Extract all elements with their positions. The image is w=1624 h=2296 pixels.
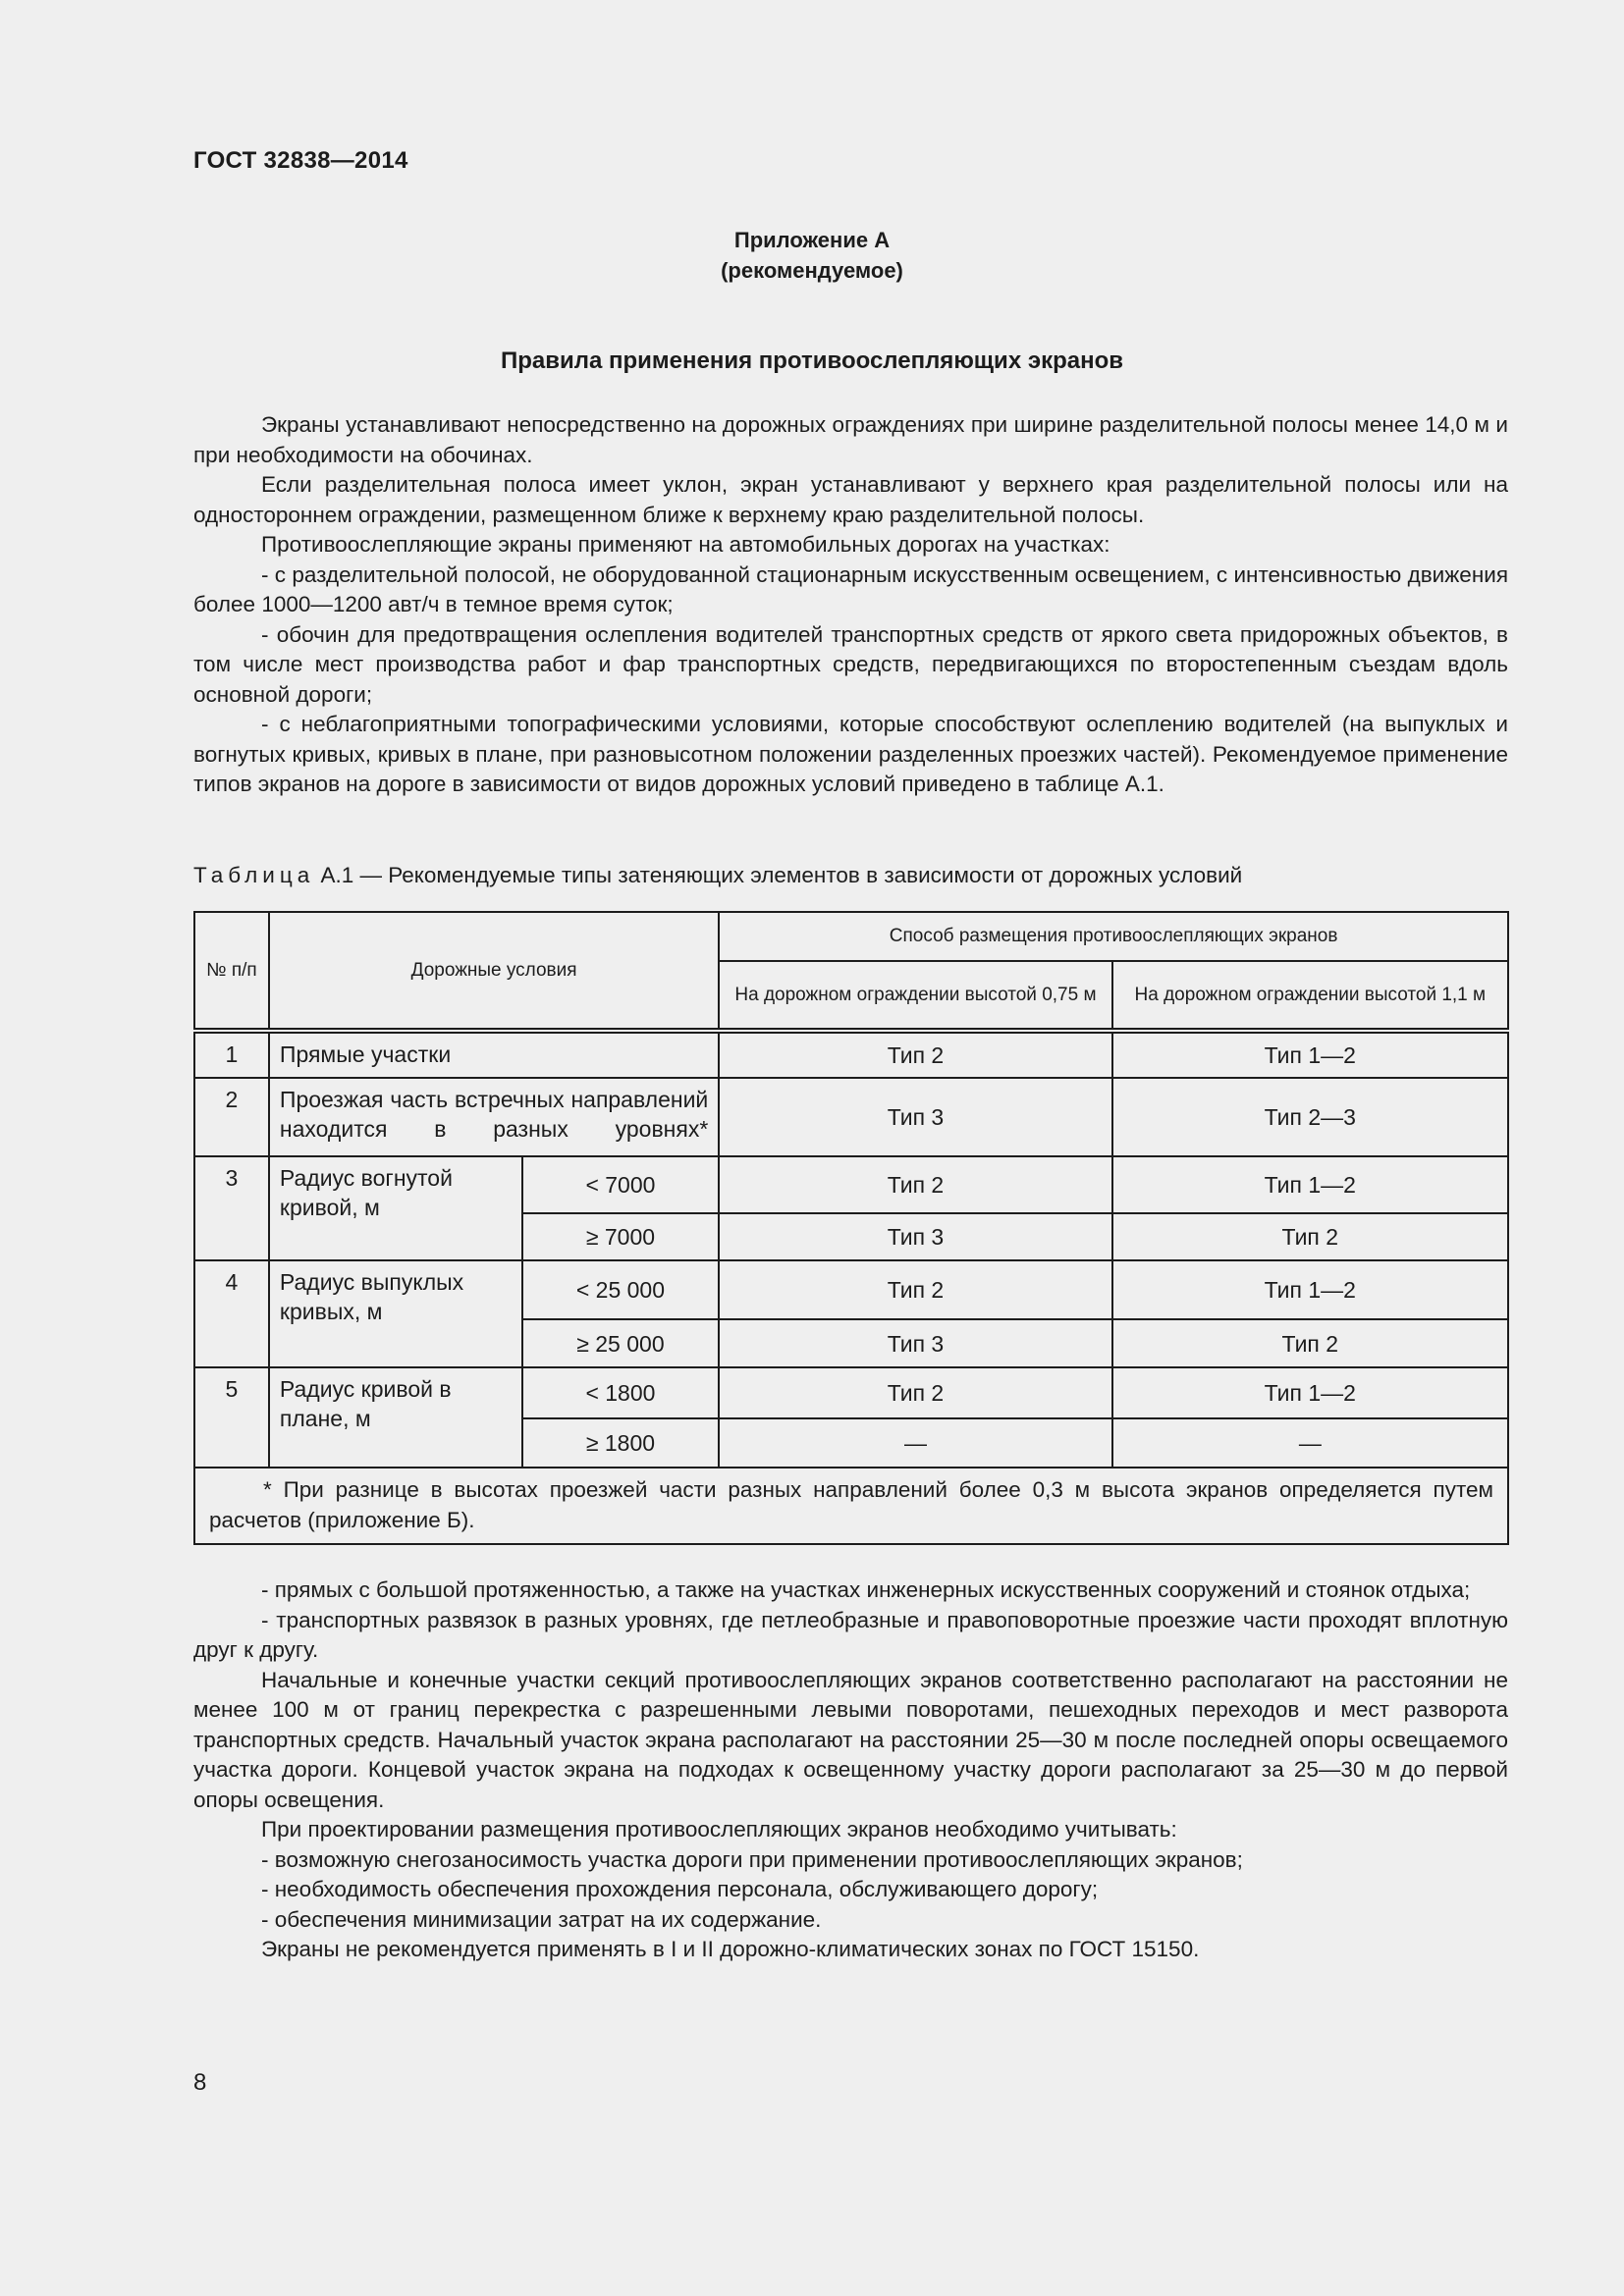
page-number: 8 [193, 2069, 207, 2096]
type-cell: Тип 1—2 [1112, 1260, 1508, 1319]
intro-text [193, 410, 1508, 800]
table-row [194, 1367, 1508, 1418]
type-cell: Тип 2 [719, 1031, 1111, 1078]
row-num: 1 [194, 1031, 269, 1078]
list-item: - необходимость обеспечения прохождения персонала, обслуживающего дорогу; [261, 1877, 1099, 1901]
row-num: 3 [194, 1156, 269, 1260]
table-caption-text: А.1 — Рекомендуемые типы затеняющих элементов в зависимости от дорожных условий [314, 863, 1243, 887]
table-footnote: * При разнице в высотах проезжей части разных направлений более 0,3 м высота экранов определяется путем расчетов (приложение Б). [209, 1477, 1493, 1532]
after-table-text [193, 1575, 1508, 1965]
type-cell: Тип 2 [719, 1156, 1111, 1213]
type-cell: — [1112, 1418, 1508, 1468]
appendix-heading [0, 225, 1624, 286]
type-cell: Тип 1—2 [1112, 1367, 1508, 1418]
type-cell: Тип 2—3 [1112, 1078, 1508, 1156]
type-cell: Тип 3 [719, 1319, 1111, 1367]
table-row [194, 1260, 1508, 1319]
type-cell: Тип 2 [1112, 1213, 1508, 1260]
sub-condition: < 25 000 [522, 1260, 720, 1319]
row-condition [269, 1078, 719, 1156]
list-item: - обеспечения минимизации затрат на их содержание. [261, 1906, 822, 1932]
type-cell: Тип 3 [719, 1078, 1111, 1156]
appendix-title: Приложение А [733, 228, 891, 252]
row-condition: Прямые участки [269, 1031, 719, 1078]
row-condition: Радиус кривой в плане, м [269, 1367, 522, 1468]
row-condition: Радиус вогнутой кривой, м [269, 1156, 522, 1260]
header-height-075: На дорожном ограждении высотой 0,75 м [719, 961, 1111, 1031]
sub-condition: ≥ 25 000 [522, 1319, 720, 1367]
list-item: - с разделительной полосой, не оборудованной стационарным искусственным освещением, с интенсивностью движения более 1000—1200 авт/ч в темное время суток; [193, 561, 1508, 616]
sub-condition: ≥ 7000 [522, 1213, 720, 1260]
type-cell: Тип 2 [719, 1367, 1111, 1418]
list-item: - возможную снегозаносимость участка дороги при применении противоослепляющих экранов; [261, 1846, 1243, 1872]
header-height-11: На дорожном ограждении высотой 1,1 м [1112, 961, 1508, 1031]
row-num: 2 [194, 1078, 269, 1156]
table-row [194, 1031, 1508, 1078]
list-item: - обочин для предотвращения ослепления водителей транспортных средств от яркого света придорожных объектов, в том числе мест производства работ и фар транспортных средств, передвигающихся по второстепенным съездам вдоль основной дороги; [193, 621, 1508, 707]
document-id-header: ГОСТ 32838—2014 [193, 147, 408, 174]
sub-condition: < 1800 [522, 1367, 720, 1418]
paragraph: Экраны устанавливают непосредственно на дорожных ограждениях при ширине разделительной полосы менее 14,0 м и при необходимости на обочинах. [193, 412, 1508, 467]
type-cell: Тип 2 [719, 1260, 1111, 1319]
list-item: - транспортных развязок в разных уровнях, где петлеобразные и правоповоротные проезжие части проходят вплотную друг к другу. [193, 1607, 1508, 1662]
paragraph: При проектировании размещения противоослепляющих экранов необходимо учитывать: [261, 1817, 1177, 1842]
type-cell: Тип 1—2 [1112, 1031, 1508, 1078]
row-condition: Радиус выпуклых кривых, м [269, 1260, 522, 1367]
row-num: 5 [194, 1367, 269, 1468]
paragraph: Противоослепляющие экраны применяют на автомобильных дорогах на участках: [261, 532, 1110, 557]
sub-condition: < 7000 [522, 1156, 720, 1213]
paragraph: Начальные и конечные участки секций противоослепляющих экранов соответственно располагают на расстоянии не менее 100 м от границ перекрестка с разрешенными левыми поворотами, пешеходных переходов и мест разворота транспортных средств. Начальный участок экрана располагают на расстоянии 25—30 м после последней опоры освещаемого участка дороги. Концевой участок экрана на подходах к освещенному участку дороги располагают за 25—30 м до первой опоры освещения. [193, 1667, 1508, 1812]
table-footnote-row [194, 1468, 1508, 1544]
row-num: 4 [194, 1260, 269, 1367]
appendix-subtitle: (рекомендуемое) [721, 258, 903, 283]
paragraph: Экраны не рекомендуется применять в I и II дорожно-климатических зонах по ГОСТ 15150. [261, 1937, 1200, 1961]
table-caption [193, 861, 1242, 890]
type-cell: Тип 1—2 [1112, 1156, 1508, 1213]
type-cell: — [719, 1418, 1111, 1468]
table-header-row [194, 912, 1508, 961]
section-title: Правила применения противоослепляющих экранов [500, 347, 1124, 374]
list-item: - прямых с большой протяженностью, а также на участках инженерных искусственных сооружений и стоянок отдыха; [261, 1577, 1471, 1602]
header-conditions: Дорожные условия [269, 912, 719, 1031]
row-condition-text: Проезжая часть встречных направлений находится в разных уровнях* [279, 1087, 709, 1142]
table-caption-label: Таблица [193, 863, 315, 887]
table-row [194, 1078, 1508, 1156]
header-placement-method: Способ размещения противоослепляющих экранов [719, 912, 1508, 961]
type-cell: Тип 3 [719, 1213, 1111, 1260]
sub-condition: ≥ 1800 [522, 1418, 720, 1468]
recommendation-table [193, 911, 1509, 1545]
header-num: № п/п [194, 912, 269, 1031]
type-cell: Тип 2 [1112, 1319, 1508, 1367]
paragraph: Если разделительная полоса имеет уклон, экран устанавливают у верхнего края разделительной полосы или на одностороннем ограждении, размещенном ближе к верхнему краю разделительной полосы. [193, 472, 1508, 527]
list-item: - с неблагоприятными топографическими условиями, которые способствуют ослеплению водителей (на выпуклых и вогнутых кривых, кривых в плане, при разновысотном положении разделенных проезжих частей). Рекомендуемое применение типов экранов на дороге в зависимости от видов дорожных условий приведено в таблице А.1. [193, 712, 1508, 796]
table-row [194, 1156, 1508, 1213]
table-footnote-cell [194, 1468, 1508, 1544]
